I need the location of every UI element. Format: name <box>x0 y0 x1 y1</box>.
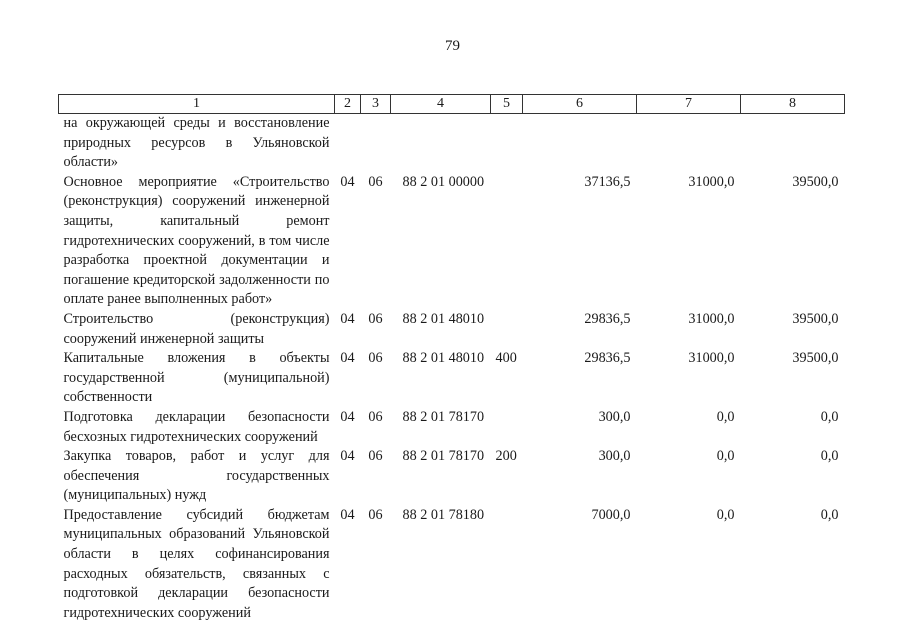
column-header: 1 <box>59 95 335 114</box>
subsection-code-cell: 06 <box>368 506 383 523</box>
row-name-cell: Капитальные вложения в объекты государственной (муниципальной) собственности <box>63 350 330 406</box>
section-code-cell: 04 <box>340 506 355 523</box>
page-number: 79 <box>445 38 460 54</box>
subsection-code-cell: 06 <box>368 408 383 425</box>
table-row <box>59 173 845 310</box>
table-row <box>59 506 845 624</box>
row-name-cell: на окружающей среды и восстановление природных ресурсов в Ульяновской области» <box>63 115 330 171</box>
table-header-row <box>59 95 845 114</box>
column-header: 3 <box>361 95 391 114</box>
amount-year1-cell: 7000,0 <box>591 506 631 523</box>
expense-type-cell <box>491 310 523 349</box>
expense-type-cell <box>491 506 523 624</box>
amount-year3-cell: 39500,0 <box>792 310 839 327</box>
column-header: 4 <box>391 95 491 114</box>
budget-table <box>58 94 845 623</box>
section-code-cell: 04 <box>340 173 355 190</box>
amount-year1-cell <box>523 114 637 173</box>
column-header: 8 <box>741 95 845 114</box>
table-row <box>59 310 845 349</box>
expense-type-cell <box>491 408 523 447</box>
column-header: 2 <box>335 95 361 114</box>
amount-year1-cell: 37136,5 <box>584 173 631 190</box>
table-row <box>59 114 845 173</box>
amount-year1-cell: 300,0 <box>598 408 631 425</box>
row-name-cell: Основное мероприятие «Строительство (реконструкция) сооружений инженерной защиты, капитальный ремонт гидротехнических сооружений, в том числе разработка проектной документации и погашение кредиторской задолженности по оплате ранее выполненных работ» <box>63 173 330 308</box>
expense-type-cell <box>491 114 523 173</box>
subsection-code-cell: 06 <box>368 350 383 367</box>
amount-year2-cell: 31000,0 <box>688 173 735 190</box>
amount-year2-cell <box>637 114 741 173</box>
section-code-cell: 04 <box>340 448 355 465</box>
amount-year2-cell: 0,0 <box>716 506 735 523</box>
section-code-cell: 04 <box>340 310 355 327</box>
table-row <box>59 349 845 408</box>
amount-year1-cell: 29836,5 <box>584 350 631 367</box>
target-article-cell: 88 2 01 48010 <box>402 350 485 367</box>
column-header: 5 <box>491 95 523 114</box>
target-article-cell: 88 2 01 00000 <box>402 173 485 190</box>
column-header: 7 <box>637 95 741 114</box>
target-article-cell: 88 2 01 78170 <box>402 448 485 465</box>
amount-year2-cell: 31000,0 <box>688 350 735 367</box>
amount-year3-cell: 0,0 <box>820 408 839 425</box>
expense-type-cell: 200 <box>495 448 517 465</box>
section-code-cell: 04 <box>340 350 355 367</box>
amount-year1-cell: 300,0 <box>598 448 631 465</box>
subsection-code-cell: 06 <box>368 310 383 327</box>
table-body <box>59 114 845 624</box>
row-name-cell: Закупка товаров, работ и услуг для обеспечения государственных (муниципальных) нужд <box>63 448 330 504</box>
subsection-code-cell <box>361 114 391 173</box>
amount-year3-cell: 39500,0 <box>792 173 839 190</box>
expense-type-cell: 400 <box>495 350 517 367</box>
amount-year2-cell: 0,0 <box>716 408 735 425</box>
row-name-cell: Строительство (реконструкция) сооружений инженерной защиты <box>63 310 330 347</box>
subsection-code-cell: 06 <box>368 448 383 465</box>
column-header: 6 <box>523 95 637 114</box>
target-article-cell <box>391 114 491 173</box>
table-row <box>59 408 845 447</box>
section-code-cell: 04 <box>340 408 355 425</box>
amount-year1-cell: 29836,5 <box>584 310 631 327</box>
amount-year2-cell: 0,0 <box>716 448 735 465</box>
target-article-cell: 88 2 01 78180 <box>402 506 485 523</box>
target-article-cell: 88 2 01 78170 <box>402 408 485 425</box>
table-row <box>59 447 845 506</box>
expense-type-cell <box>491 173 523 310</box>
section-code-cell <box>335 114 361 173</box>
target-article-cell: 88 2 01 48010 <box>402 310 485 327</box>
subsection-code-cell: 06 <box>368 173 383 190</box>
amount-year3-cell: 39500,0 <box>792 350 839 367</box>
amount-year3-cell <box>741 114 845 173</box>
row-name-cell: Подготовка декларации безопасности бесхозных гидротехнических сооружений <box>63 408 330 445</box>
amount-year3-cell: 0,0 <box>820 448 839 465</box>
amount-year3-cell: 0,0 <box>820 506 839 523</box>
amount-year2-cell: 31000,0 <box>688 310 735 327</box>
row-name-cell: Предоставление субсидий бюджетам муниципальных образований Ульяновской области в целях софинансирования расходных обязательств, связанных с подготовкой декларации безопасности гидротехнических сооружений <box>63 506 330 621</box>
